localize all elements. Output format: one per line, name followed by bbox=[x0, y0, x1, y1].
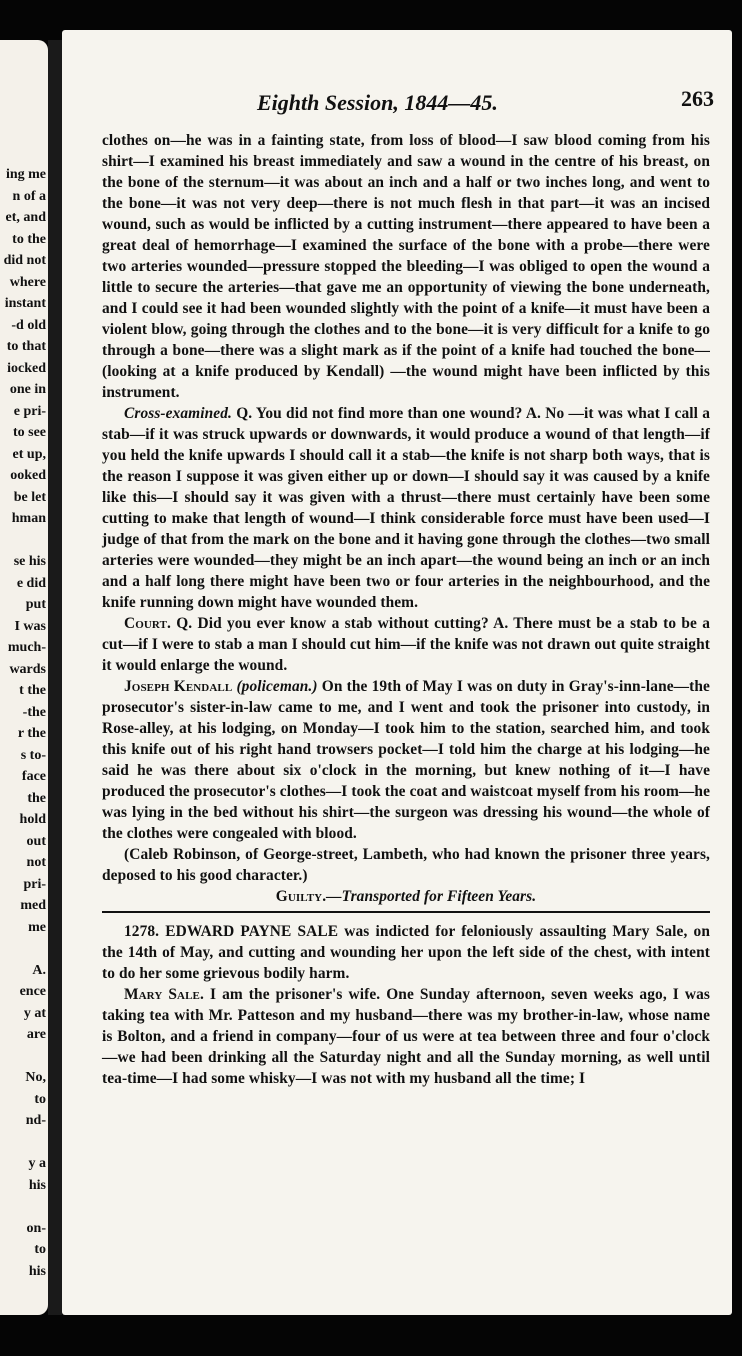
charge-text: was indicted for feloniously assaulting Mary Sale, on the 14th of May, and cutting and wounding her upon the left side of the chest, with intent to do her some grievous bodily harm. bbox=[102, 923, 710, 982]
left-page-fragment: et up, bbox=[12, 446, 46, 462]
left-page-fragment: med bbox=[20, 898, 46, 913]
page-body bbox=[102, 130, 710, 1089]
left-page-fragment: out bbox=[26, 833, 46, 849]
left-page-fragment: No, bbox=[25, 1070, 46, 1085]
witness-label: Mary Sale. bbox=[124, 986, 204, 1003]
court-question bbox=[102, 613, 710, 676]
book-gutter bbox=[48, 40, 62, 1315]
left-page-fragment: instant bbox=[4, 296, 46, 311]
left-page-fragment: t the bbox=[19, 683, 46, 698]
left-page-fragment: e pri- bbox=[13, 403, 46, 419]
left-page-fragment: be let bbox=[13, 489, 46, 505]
verdict bbox=[102, 886, 710, 907]
left-page-fragment: se his bbox=[13, 554, 46, 569]
left-page-fragment: ooked bbox=[10, 468, 46, 483]
case-number: 1278. bbox=[124, 923, 160, 940]
left-page-fragment: to that bbox=[6, 339, 46, 354]
left-page-fragment: did not bbox=[3, 253, 46, 268]
court-label: Court. bbox=[124, 615, 171, 632]
left-page-edge bbox=[0, 40, 48, 1315]
character-witness: (Caleb Robinson, of George-street, Lambeth, who had known the prisoner three years, deposed to his good character.) bbox=[102, 846, 710, 884]
wife-text: I am the prisoner's wife. One Sunday afternoon, seven weeks ago, I was taking tea with Mr. Patteson and my husband—there was my brother-in-law, whose name is Bolton, and a friend in company—four of us were at tea between three and four o'clock—we had been drinking all the Saturday night and all the Sunday morning, as well until tea-time—I had some whisky—I was not with my husband all the time; I bbox=[102, 986, 711, 1087]
left-page-fragment: to bbox=[34, 1091, 46, 1107]
left-page-fragment: y at bbox=[23, 1005, 46, 1021]
court-text: Q. Did you ever know a stab without cutting? A. There must be a stab to be a cut—if I were to stab a man I should cut him—if the knife was not drawn out quite straight it would enlarge the wound. bbox=[102, 615, 710, 674]
cross-label: Cross-examined. bbox=[124, 405, 232, 422]
left-page-fragment: the bbox=[27, 790, 46, 806]
page-number: 263 bbox=[681, 86, 714, 111]
cross-examination bbox=[102, 403, 710, 613]
left-page-fragment: r the bbox=[17, 726, 46, 741]
left-page-fragment: put bbox=[25, 597, 46, 612]
left-page-fragment: y a bbox=[28, 1156, 46, 1171]
left-page-fragment: to see bbox=[12, 425, 46, 440]
left-page-fragment: s to- bbox=[20, 747, 46, 763]
left-page-fragment: ing me bbox=[5, 167, 46, 182]
left-page-fragment: to the bbox=[12, 231, 46, 247]
kendall-text: On the 19th of May I was on duty in Gray's-inn-lane—the prosecutor's sister-in-law came to me, and I went and took the prisoner into custody, in Rose-alley, at his lodging, on Monday—I took him to the station, searched him, and took this knife out of his right hand trowsers pocket—I told him the charge at his lodging—he said he was there about six o'clock in the morning, but knew nothing of it—I have produced the prosecutor's clothes—I took the coat and waistcoat myself from his room—he was lying in the bed without his shirt—the surgeon was dressing his wound—the whole of the clothes were congealed with blood. bbox=[102, 678, 710, 842]
left-page-fragment: one in bbox=[9, 382, 46, 397]
left-page-fragment: hman bbox=[11, 511, 46, 526]
left-page-fragment: face bbox=[21, 769, 46, 784]
left-page-fragment: where bbox=[9, 274, 46, 290]
cross-text: Q. You did not find more than one wound? A. No —it was what I call a stab—if it was struck upwards or downwards, it would produce a wound of that length—if you held the knife upwards I should call it a stab—the knife is not sharp both ways, that is the reason I suppose it was given either up or down—I should say it was caused by a knife like this—I should say it was given with a thrust—there must certainly have been some cutting to make that length of wound—I think considerable force must have been used—I judge of that from the mark on the bone and it having gone through the clothes—two small arteries were wounded—they might be an inch apart—the wound being an inch or an inch and a half long there might have been two or four arteries in the neighbourhood, and the knife running down might have wounded them. bbox=[102, 405, 711, 611]
left-page-fragment: not bbox=[26, 855, 46, 870]
left-page-fragment: -the bbox=[22, 704, 46, 720]
defendant-name: EDWARD PAYNE SALE bbox=[165, 923, 339, 940]
witness-name: Joseph Kendall bbox=[124, 678, 233, 695]
verdict-label: Guilty. bbox=[275, 888, 327, 905]
left-page-fragment: e did bbox=[16, 575, 46, 591]
left-page-fragment: on- bbox=[26, 1220, 46, 1236]
left-page-fragment: nd- bbox=[25, 1113, 46, 1128]
left-page-fragment: his bbox=[28, 1177, 46, 1193]
kendall-testimony bbox=[102, 676, 710, 844]
case-divider bbox=[102, 911, 710, 913]
case-indictment bbox=[102, 921, 710, 984]
left-page-fragment: are bbox=[26, 1027, 46, 1042]
left-page-fragment: -d old bbox=[11, 317, 46, 333]
left-page-fragment: his bbox=[28, 1263, 46, 1279]
left-page-fragment: iocked bbox=[7, 360, 46, 376]
witness-role: (policeman.) bbox=[236, 678, 318, 695]
left-page-fragment: et, and bbox=[5, 210, 46, 225]
running-title: Eighth Session, 1844—45. bbox=[257, 90, 498, 115]
left-page-fragment: wards bbox=[9, 661, 46, 677]
page-header bbox=[62, 86, 732, 124]
left-page-fragment: A. bbox=[32, 962, 46, 978]
left-page-fragment: I was bbox=[14, 618, 46, 634]
verdict-sentence: —Transported for Fifteen Years. bbox=[326, 888, 537, 905]
book-page bbox=[62, 30, 732, 1315]
left-page-fragment: n of a bbox=[12, 188, 46, 204]
left-page-fragment: pri- bbox=[23, 876, 46, 892]
left-page-fragment: hold bbox=[19, 812, 46, 827]
left-page-fragment: me bbox=[28, 919, 46, 935]
surgeon-testimony: clothes on—he was in a fainting state, from loss of blood—I saw blood coming from his shirt—I examined his breast immediately and saw a wound in the centre of his breast, on the bone of the sternum—it was about an inch and a half or two inches long, and went to the bone—it was not very deep—there is not much flesh in that part—it was an incised wound, such as would be inflicted by a cutting instrument—there appeared to have been a great deal of hemorrhage—I examined the surface of the bone with a probe—there were two arteries wounded—pressure stopped the bleeding—I was obliged to open the wound a little to secure the arteries—that gave me an opportunity of viewing the bone underneath, and I could see it had been wounded slightly with the point of a knife—it must have been a violent blow, going through the clothes and to the bone—it is very difficult for a knife to go through a bone—there was a slight mark as if the point of a knife had touched the bone—(looking at a knife produced by Kendall) —the wound might have been inflicted by this instrument. bbox=[102, 132, 710, 401]
left-page-fragment: much- bbox=[7, 640, 46, 655]
left-page-fragment: to bbox=[34, 1242, 46, 1257]
wife-testimony bbox=[102, 984, 710, 1089]
left-page-fragment: ence bbox=[19, 984, 46, 999]
